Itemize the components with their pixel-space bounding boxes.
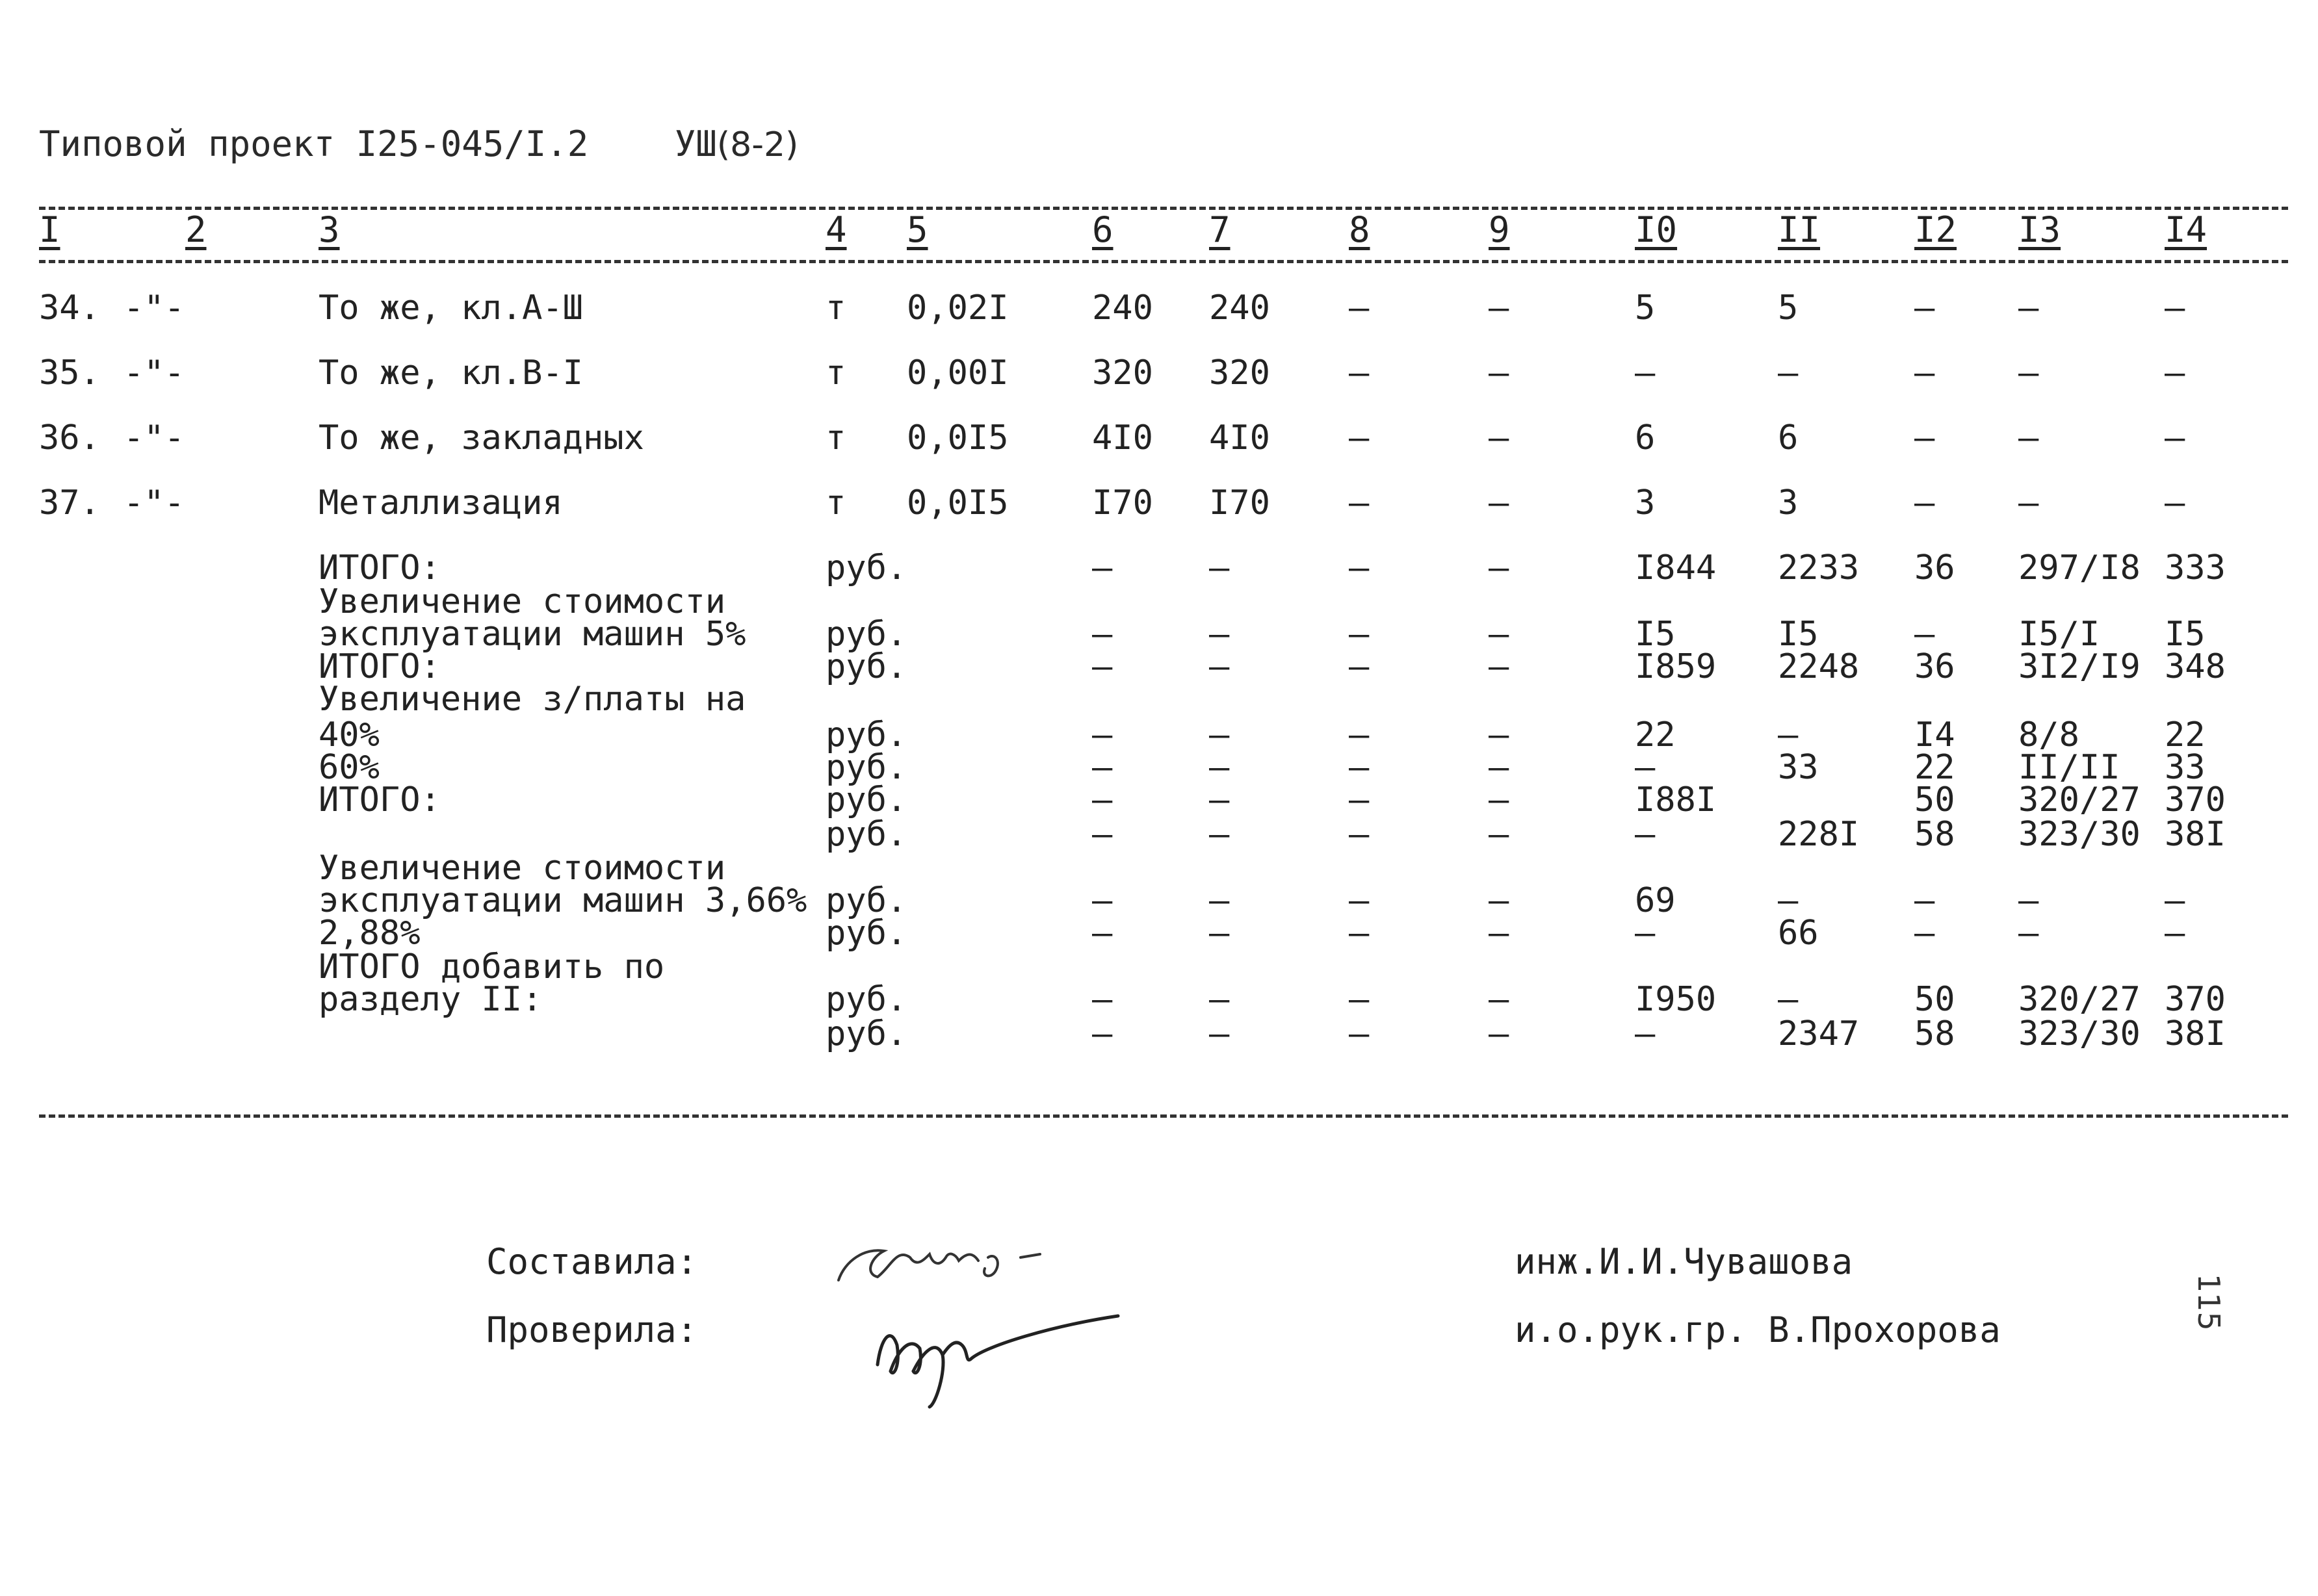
summary-cell-c8: – — [1349, 615, 1370, 654]
summary-cell-c13: 320/27 — [2018, 980, 2141, 1019]
summary-cell-c7: – — [1209, 615, 1230, 654]
summary-cell-c10: I88I — [1635, 780, 1717, 819]
summary-cell-c10: – — [1635, 914, 1656, 953]
summary-unit: руб. — [826, 548, 907, 587]
item-ditto: -"- — [124, 289, 185, 328]
item-name: То же, кл.В-I — [319, 354, 583, 393]
summary-cell-c13: 323/30 — [2018, 1014, 2141, 1053]
compiled-name: инж.И.И.Чувашова — [1515, 1241, 1853, 1282]
summary-cell-c6: – — [1092, 715, 1113, 754]
summary-cell-c12: 58 — [1914, 1014, 1955, 1053]
item-name: Металлизация — [319, 483, 563, 522]
summary-cell-c9: – — [1489, 615, 1509, 654]
summary-cell-c10: – — [1635, 815, 1656, 854]
project-title: Типовой проект I25-045/I.2 — [39, 123, 589, 164]
summary-cell-c7: – — [1209, 815, 1230, 854]
summary-label: ИТОГО: — [319, 647, 441, 686]
summary-cell-c6: – — [1092, 548, 1113, 587]
checked-name: и.о.рук.гр. В.Прохорова — [1515, 1309, 2001, 1350]
item-ditto: -"- — [124, 418, 185, 457]
summary-cell-c6: – — [1092, 615, 1113, 654]
summary-cell-c12: 36 — [1914, 647, 1955, 686]
summary-cell-c14: 22 — [2165, 715, 2206, 754]
item-cell-c14: – — [2165, 354, 2185, 393]
summary-label: Увеличение стоимости — [319, 849, 726, 888]
column-number: I — [39, 209, 60, 250]
summary-cell-c10: I950 — [1635, 980, 1717, 1019]
summary-cell-c9: – — [1489, 1014, 1509, 1053]
summary-cell-c11: 2248 — [1778, 647, 1860, 686]
item-cell-c9: – — [1489, 354, 1509, 393]
summary-unit: руб. — [826, 815, 907, 854]
summary-unit: руб. — [826, 715, 907, 754]
summary-cell-c7: – — [1209, 1014, 1230, 1053]
summary-cell-c12: – — [1914, 914, 1935, 953]
column-number: 6 — [1092, 209, 1113, 250]
item-cell-c7: 4I0 — [1209, 418, 1270, 457]
summary-cell-c14: – — [2165, 881, 2185, 920]
summary-cell-c7: – — [1209, 914, 1230, 953]
item-cell-c14: – — [2165, 483, 2185, 522]
summary-cell-c8: – — [1349, 715, 1370, 754]
summary-cell-c13: 320/27 — [2018, 780, 2141, 819]
item-cell-c7: 240 — [1209, 289, 1270, 328]
item-cell-c12: – — [1914, 354, 1935, 393]
item-cell-c10: – — [1635, 354, 1656, 393]
item-cell-c13: – — [2018, 418, 2039, 457]
item-name: То же, кл.А-Ш — [319, 289, 583, 328]
summary-cell-c9: – — [1489, 980, 1509, 1019]
column-number: 3 — [319, 209, 340, 250]
summary-cell-c12: 50 — [1914, 780, 1955, 819]
summary-cell-c6: – — [1092, 980, 1113, 1019]
summary-cell-c6: – — [1092, 914, 1113, 953]
summary-cell-c6: – — [1092, 780, 1113, 819]
summary-cell-c13: 8/8 — [2018, 715, 2079, 754]
summary-cell-c6: – — [1092, 647, 1113, 686]
item-cell-c14: – — [2165, 289, 2185, 328]
summary-cell-c12: I4 — [1914, 715, 1955, 754]
bottom-dashed-rule — [39, 1114, 2288, 1118]
summary-label: Увеличение стоимости — [319, 582, 726, 621]
summary-cell-c14: 370 — [2165, 980, 2226, 1019]
summary-cell-c6: – — [1092, 1014, 1113, 1053]
item-number: 34. — [39, 289, 100, 328]
summary-cell-c6: – — [1092, 881, 1113, 920]
summary-cell-c7: – — [1209, 881, 1230, 920]
item-quantity: 0,0I5 — [907, 483, 1009, 522]
summary-cell-c11: I5 — [1778, 615, 1819, 654]
checked-label: Проверила: — [486, 1309, 698, 1350]
item-cell-c12: – — [1914, 483, 1935, 522]
item-cell-c9: – — [1489, 289, 1509, 328]
item-cell-c6: I70 — [1092, 483, 1153, 522]
summary-cell-c14: I5 — [2165, 615, 2206, 654]
summary-cell-c7: – — [1209, 748, 1230, 787]
item-cell-c8: – — [1349, 418, 1370, 457]
summary-cell-c9: – — [1489, 647, 1509, 686]
summary-cell-c10: I5 — [1635, 615, 1676, 654]
item-unit: т — [826, 289, 846, 328]
column-number: I3 — [2018, 209, 2061, 250]
summary-cell-c11: 66 — [1778, 914, 1819, 953]
item-ditto: -"- — [124, 354, 185, 393]
item-cell-c8: – — [1349, 354, 1370, 393]
column-number: 9 — [1489, 209, 1510, 250]
summary-cell-c12: – — [1914, 881, 1935, 920]
summary-cell-c9: – — [1489, 548, 1509, 587]
summary-unit: руб. — [826, 1014, 907, 1053]
summary-cell-c8: – — [1349, 748, 1370, 787]
item-cell-c14: – — [2165, 418, 2185, 457]
summary-unit: руб. — [826, 881, 907, 920]
summary-cell-c11: 228I — [1778, 815, 1860, 854]
summary-cell-c13: 323/30 — [2018, 815, 2141, 854]
item-cell-c6: 320 — [1092, 354, 1153, 393]
summary-cell-c11: 33 — [1778, 748, 1819, 787]
compiled-signature — [826, 1222, 1086, 1293]
item-cell-c13: – — [2018, 289, 2039, 328]
summary-cell-c6: – — [1092, 815, 1113, 854]
item-number: 37. — [39, 483, 100, 522]
summary-label: ИТОГО добавить по — [319, 947, 665, 986]
summary-label: разделу II: — [319, 980, 543, 1019]
item-cell-c12: – — [1914, 289, 1935, 328]
summary-label: 40% — [319, 715, 380, 754]
item-cell-c7: I70 — [1209, 483, 1270, 522]
summary-unit: руб. — [826, 615, 907, 654]
checked-signature — [858, 1300, 1131, 1417]
summary-label: Увеличение з/платы на — [319, 680, 746, 719]
summary-unit: руб. — [826, 914, 907, 953]
summary-cell-c14: 348 — [2165, 647, 2226, 686]
section-code: УШ — [674, 123, 717, 164]
item-cell-c11: – — [1778, 354, 1799, 393]
item-quantity: 0,0I5 — [907, 418, 1009, 457]
header-dashed-rule — [39, 260, 2288, 263]
summary-cell-c8: – — [1349, 815, 1370, 854]
item-cell-c8: – — [1349, 289, 1370, 328]
summary-label: эксплуатации машин 5% — [319, 615, 746, 654]
summary-cell-c11: 2347 — [1778, 1014, 1860, 1053]
summary-cell-c7: – — [1209, 548, 1230, 587]
summary-cell-c9: – — [1489, 748, 1509, 787]
item-cell-c7: 320 — [1209, 354, 1270, 393]
item-cell-c13: – — [2018, 354, 2039, 393]
item-cell-c6: 240 — [1092, 289, 1153, 328]
column-number: I4 — [2165, 209, 2207, 250]
summary-cell-c14: 38I — [2165, 815, 2226, 854]
summary-cell-c9: – — [1489, 881, 1509, 920]
summary-unit: руб. — [826, 980, 907, 1019]
document-header — [39, 123, 798, 164]
item-quantity: 0,02I — [907, 289, 1009, 328]
item-cell-c10: 5 — [1635, 289, 1656, 328]
item-cell-c9: – — [1489, 418, 1509, 457]
summary-cell-c13: – — [2018, 914, 2039, 953]
summary-cell-c8: – — [1349, 1014, 1370, 1053]
summary-unit: руб. — [826, 780, 907, 819]
summary-cell-c10: I859 — [1635, 647, 1717, 686]
summary-cell-c9: – — [1489, 780, 1509, 819]
compiled-label: Составила: — [486, 1241, 698, 1282]
summary-cell-c12: 58 — [1914, 815, 1955, 854]
item-ditto: -"- — [124, 483, 185, 522]
summary-label: ИТОГО: — [319, 548, 441, 587]
item-cell-c10: 6 — [1635, 418, 1656, 457]
summary-cell-c7: – — [1209, 647, 1230, 686]
summary-cell-c10: 22 — [1635, 715, 1676, 754]
summary-cell-c8: – — [1349, 647, 1370, 686]
summary-cell-c14: 33 — [2165, 748, 2206, 787]
column-number: II — [1778, 209, 1821, 250]
item-quantity: 0,00I — [907, 354, 1009, 393]
column-number: I2 — [1914, 209, 1957, 250]
summary-cell-c6: – — [1092, 748, 1113, 787]
summary-cell-c11: – — [1778, 881, 1799, 920]
summary-cell-c10: – — [1635, 1014, 1656, 1053]
column-number: 2 — [185, 209, 207, 250]
summary-cell-c13: 297/I8 — [2018, 548, 2141, 587]
summary-cell-c10: 69 — [1635, 881, 1676, 920]
column-number: I0 — [1635, 209, 1678, 250]
summary-cell-c8: – — [1349, 980, 1370, 1019]
summary-cell-c8: – — [1349, 548, 1370, 587]
summary-label: ИТОГО: — [319, 780, 441, 819]
page-number: 115 — [2191, 1274, 2226, 1331]
column-number: 4 — [826, 209, 847, 250]
summary-cell-c8: – — [1349, 780, 1370, 819]
summary-cell-c9: – — [1489, 815, 1509, 854]
summary-label: 60% — [319, 748, 380, 787]
summary-cell-c9: – — [1489, 914, 1509, 953]
item-cell-c6: 4I0 — [1092, 418, 1153, 457]
summary-cell-c12: 50 — [1914, 980, 1955, 1019]
item-cell-c8: – — [1349, 483, 1370, 522]
summary-cell-c11: – — [1778, 980, 1799, 1019]
summary-cell-c8: – — [1349, 914, 1370, 953]
summary-cell-c8: – — [1349, 881, 1370, 920]
column-number: 8 — [1349, 209, 1370, 250]
summary-cell-c13: II/II — [2018, 748, 2120, 787]
summary-cell-c13: – — [2018, 881, 2039, 920]
summary-cell-c12: – — [1914, 615, 1935, 654]
summary-cell-c14: – — [2165, 914, 2185, 953]
handwritten-code: (8-2) — [716, 125, 799, 164]
item-cell-c12: – — [1914, 418, 1935, 457]
item-cell-c11: 6 — [1778, 418, 1799, 457]
item-cell-c11: 3 — [1778, 483, 1799, 522]
summary-cell-c9: – — [1489, 715, 1509, 754]
item-unit: т — [826, 483, 846, 522]
item-number: 35. — [39, 354, 100, 393]
item-cell-c9: – — [1489, 483, 1509, 522]
summary-cell-c11: 2233 — [1778, 548, 1860, 587]
summary-cell-c10: I844 — [1635, 548, 1717, 587]
summary-label: эксплуатации машин 3,66% — [319, 881, 807, 920]
item-name: То же, закладных — [319, 418, 644, 457]
summary-unit: руб. — [826, 748, 907, 787]
summary-cell-c13: I5/I — [2018, 615, 2100, 654]
summary-cell-c7: – — [1209, 780, 1230, 819]
item-cell-c13: – — [2018, 483, 2039, 522]
item-cell-c10: 3 — [1635, 483, 1656, 522]
summary-cell-c7: – — [1209, 715, 1230, 754]
summary-cell-c14: 38I — [2165, 1014, 2226, 1053]
item-unit: т — [826, 354, 846, 393]
summary-cell-c14: 370 — [2165, 780, 2226, 819]
item-number: 36. — [39, 418, 100, 457]
summary-label: 2,88% — [319, 914, 421, 953]
summary-cell-c14: 333 — [2165, 548, 2226, 587]
column-number: 7 — [1209, 209, 1231, 250]
summary-cell-c12: 36 — [1914, 548, 1955, 587]
column-number: 5 — [907, 209, 928, 250]
summary-cell-c10: – — [1635, 748, 1656, 787]
summary-cell-c13: 3I2/I9 — [2018, 647, 2141, 686]
item-cell-c11: 5 — [1778, 289, 1799, 328]
summary-cell-c11: – — [1778, 715, 1799, 754]
summary-cell-c7: – — [1209, 980, 1230, 1019]
summary-cell-c12: 22 — [1914, 748, 1955, 787]
summary-unit: руб. — [826, 647, 907, 686]
item-unit: т — [826, 418, 846, 457]
